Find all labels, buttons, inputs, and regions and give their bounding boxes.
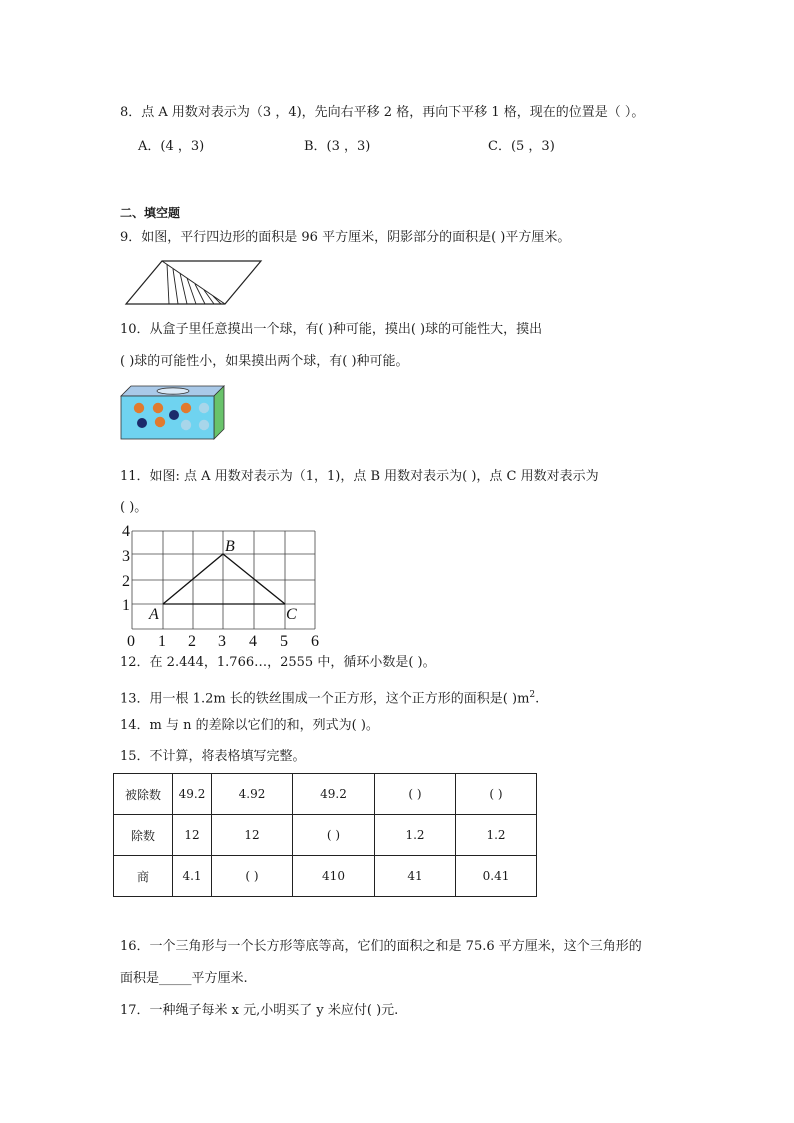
division-table [113,773,537,897]
x-label-0: 0 [127,633,135,649]
table-row [114,856,537,897]
x-label-1: 1 [158,633,166,649]
coordinate-grid-figure [116,519,331,649]
point-a-label: A [149,606,159,623]
q8-option-a: A．(4 ，3) [138,139,205,154]
table-cell: 1.2 [456,815,537,856]
point-c-label: C [286,606,297,623]
question-11-line1: 11．如图: 点 A 用数对表示为（1，1)，点 B 用数对表示为( )，点 C 用数对表示为 [120,469,599,484]
question-12-text: 12．在 2.444，1.766…，2555 中，循环小数是( )。 [120,655,436,670]
table-cell: 被除数 [114,774,173,815]
x-label-4: 4 [249,633,257,649]
table-cell: 410 [293,856,375,897]
table-cell: 12 [173,815,212,856]
table-cell: 4.92 [212,774,293,815]
y-label-2: 2 [122,573,130,590]
question-10-line2: ( )球的可能性小，如果摸出两个球，有( )种可能。 [120,354,409,369]
table-cell: ( ) [293,815,375,856]
q13-end: . [535,691,540,707]
table-cell: ( ) [212,856,293,897]
question-9-text: 9．如图，平行四边形的面积是 96 平方厘米，阴影部分的面积是( )平方厘米。 [120,230,571,245]
question-14-text: 14．m 与 n 的差除以它们的和，列式为( )。 [120,718,379,733]
table-cell: 除数 [114,815,173,856]
question-17-text: 17．一种绳子每米 x 元,小明买了 y 米应付( )元. [120,1003,399,1018]
y-label-4: 4 [122,523,130,540]
table-cell: 0.41 [456,856,537,897]
section-title-fill-in: 二、填空题 [120,206,181,220]
x-label-6: 6 [311,633,319,649]
question-8-text: 8．点 A 用数对表示为（3 ，4)，先向右平移 2 格，再向下平移 1 格，现在的位置是（ ）。 [120,105,645,120]
y-label-1: 1 [122,597,130,614]
point-b-label: B [225,538,235,555]
question-10-line1: 10．从盒子里任意摸出一个球，有( )种可能，摸出( )球的可能性大，摸出 [120,322,543,337]
x-label-2: 2 [188,633,196,649]
parallelogram-figure [124,258,264,308]
table-cell: ( ) [375,774,456,815]
question-16-line1: 16．一个三角形与一个长方形等底等高，它们的面积之和是 75.6 平方厘米，这个三角形的 [120,939,642,954]
question-15-text: 15．不计算，将表格填写完整。 [120,749,306,764]
q8-option-b: B．(3 ，3) [304,139,371,154]
table-cell: 49.2 [173,774,212,815]
table-cell: 41 [375,856,456,897]
question-11-line2: ( )。 [120,500,148,515]
question-16-line2: 面积是_____平方厘米. [120,971,248,986]
ball-box-figure [118,383,228,441]
table-cell: 1.2 [375,815,456,856]
q13-superscript: 2 [529,690,536,700]
y-label-3: 3 [122,548,130,565]
table-cell: 商 [114,856,173,897]
x-label-3: 3 [218,633,226,649]
q13-main: 13．用一根 1.2m 长的铁丝围成一个正方形，这个正方形的面积是( )m [120,691,530,707]
table-cell: 4.1 [173,856,212,897]
table-cell: ( ) [456,774,537,815]
table-row [114,815,537,856]
question-13-text [120,686,539,708]
triangle-path [163,554,285,604]
q8-option-c: C．(5 ，3) [488,139,555,154]
x-label-5: 5 [280,633,288,649]
table-row [114,774,537,815]
table-cell: 12 [212,815,293,856]
table-cell: 49.2 [293,774,375,815]
